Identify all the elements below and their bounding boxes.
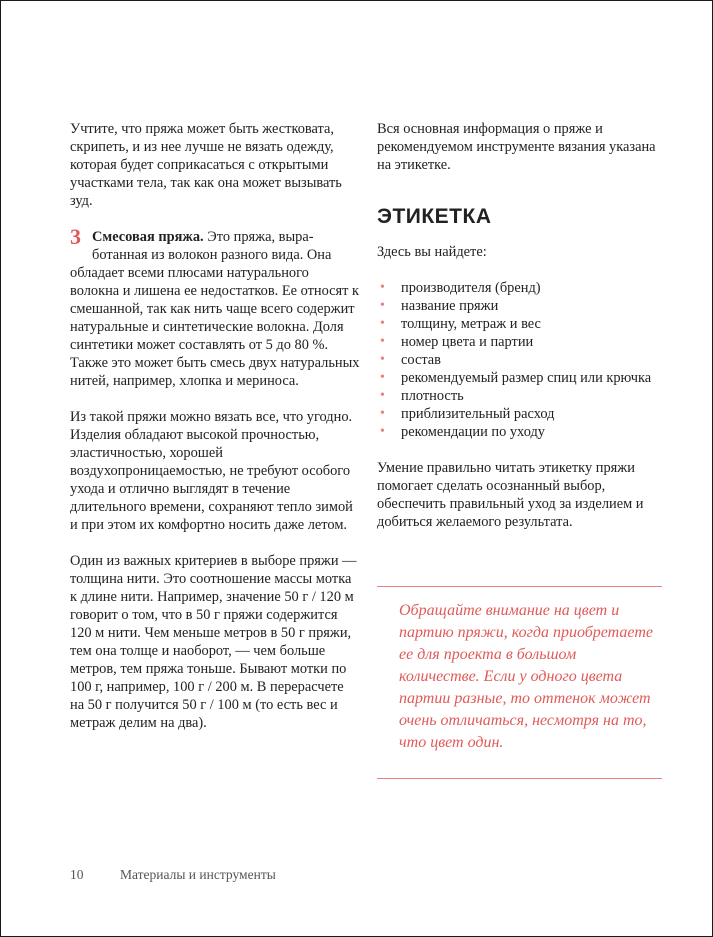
list-item: • номер цвета и партии [377,333,663,351]
tip-text: Обращайте внимание на цвет и партию пряжи, когда приобретаете ее для проекта в большом количестве. Если у одного цвета партии разные, то оттенок может очень отличаться, несмотря на то, что цвет один. [399,602,653,751]
left-column [70,120,360,732]
item-title: Смесовая пряжа. [92,229,204,245]
paragraph-blended-benefits: Из такой пряжи можно вязать все, что угодно. Изделия обладают высокой прочностью, эластичностью, хорошей воздухопроницаемостью, не требуют особого ухода и отлично выглядят в течение длительного времени, сохраняют тепло зимой и при этом их комфортно носить даже летом. [70,409,353,533]
item-number: 3 [70,224,81,249]
paragraph-blended-yarn [70,224,360,390]
list-item: • приблизительный расход [377,405,663,423]
section-title: Материалы и инструменты [120,867,276,882]
list-item: • состав [377,351,663,369]
page-number: 10 [70,867,84,882]
paragraph-label-reading: Умение правильно читать этикетку пряжи помогает сделать осознанный выбор, обеспечить правильный уход за изделием и добиться желаемого результата. [377,460,644,530]
list-item: • рекомендации по уходу [377,423,663,441]
paragraph-thread-thickness: Один из важных критериев в выборе пряжи — толщина нити. Это соотношение массы мотка к длине нити. Например, значение 50 г / 120 м говорит о том, что в 50 г пряжи содержится 120 м нити. Чем меньше метров в 50 г пряжи, тем она толще и наоборот, — чем больше метров, тем пряжа тоньше. Бывают мотки по 100 г, например, 100 г / 200 м. В перерасчете на 50 г получится 50 г / 100 м (то есть вес и метраж делим на два). [70,553,357,731]
list-item: • название пряжи [377,297,663,315]
section-heading: ЭТИКЕТКА [377,205,492,228]
list-item: • толщину, метраж и вес [377,315,663,333]
right-column [377,120,663,531]
tip-callout [377,586,662,779]
paragraph-wool-warning: Учтите, что пряжа может быть жестковата, скрипеть, и из нее лучше не вязать одежду, которая будет соприкасаться с открытыми участками тела, так как она может вызывать зуд. [70,121,342,209]
item-text: Это пряжа, выработанная из волокон разного вида. Она обладает всеми плюсами натурального волокна и лишена ее недостатков. Ее относят к смешанной, так как нить чаще всего содержит натуральные и синтетические волокна. Доля синтетики может составлять от 5 до 80 %. Также это может быть смесь двух натуральных нитей, например, хлопка и мериноса. [70,229,360,389]
paragraph-label-info: Вся основная информация о пряже и рекомендуемом инструменте вязания указана на этикетке. [377,121,656,173]
page-footer [70,867,276,883]
list-item: • рекомендуемый размер спиц или крючка [377,369,663,387]
label-contents-list [377,279,663,441]
list-item: • плотность [377,387,663,405]
list-item: • производителя (бренд) [377,279,663,297]
label-intro: Здесь вы найдете: [377,244,487,260]
